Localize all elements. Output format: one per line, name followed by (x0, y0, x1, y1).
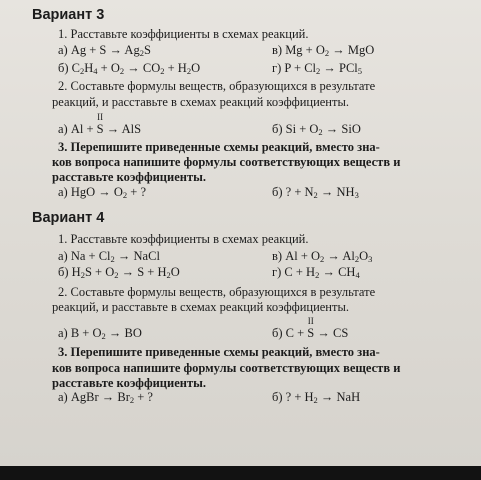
v4-task3-line2: ков вопроса напишите формулы соответствующих веществ и (52, 361, 401, 375)
v3-task1-b: б) $C_2H_4 + O_2 \to CO_2 + H_2O$ (58, 61, 201, 76)
v3-task3-b: б) ? + $N_2 \to NH_3$ (272, 185, 359, 200)
v3-task1-g: г) $P + Cl_2 \to PCl_5$ (272, 61, 363, 76)
v4-task2-a: а) $B + O_2$ → BO (58, 326, 142, 341)
v3-task2-a: а) Al + S II → AlS (58, 112, 142, 136)
v3-task2-line2: реакций, и расставьте в схемах реакций коэффициенты. (52, 95, 349, 109)
v4-task1-a: а) $Na + Cl_2$ → NaCl (58, 249, 160, 264)
v4-task2-b: б) C + S II → CS (272, 316, 349, 340)
v4-task1-b: б) $H_2S + O_2 \to S + H_2O$ (58, 265, 180, 280)
v3-task3-line3: расставьте коэффициенты. (52, 170, 206, 184)
v3-task2-line1: 2. Составьте формулы веществ, образующихся в результате (58, 79, 376, 93)
v3-task1-v: в) $Mg + O_2$ → MgO (272, 43, 375, 58)
variant-3-title: Вариант 3 (32, 7, 105, 23)
v4-task2-line1: 2. Составьте формулы веществ, образующихся в результате (58, 285, 376, 299)
v4-task3-b: б) ? + $H_2$ → NaH (272, 390, 361, 405)
v4-task1-g: г) $C + H_2 \to CH_4$ (272, 265, 360, 280)
v3-task1-a: а) $Ag + S \to Ag_2S$ (58, 43, 151, 58)
v4-task3-line3: расставьте коэффициенты. (52, 376, 206, 390)
v4-task1-text: 1. Расставьте коэффициенты в схемах реакций. (58, 232, 309, 246)
variant-4-title: Вариант 4 (32, 210, 105, 226)
v4-task1-v: в) $Al + O_2 \to Al_2O_3$ (272, 249, 373, 264)
v3-task3-line2: ков вопроса напишите формулы соответствующих веществ и (52, 155, 401, 169)
v3-task1-text: 1. Расставьте коэффициенты в схемах реакций. (58, 27, 309, 41)
v4-task3-a: а) AgBr → $Br_2$ + ? (58, 390, 153, 405)
v3-task2-b: б) $Si + O_2$ → SiO (272, 122, 361, 137)
v4-task3-line1: 3. Перепишите приведенные схемы реакций, вместо зна- (58, 345, 380, 359)
v4-task2-line2: реакций, и расставьте в схемах реакций коэффициенты. (52, 300, 349, 314)
v3-task3-line1: 3. Перепишите приведенные схемы реакций, вместо зна- (58, 140, 380, 154)
v3-task3-a: а) HgO → $O_2$ + ? (58, 185, 147, 200)
